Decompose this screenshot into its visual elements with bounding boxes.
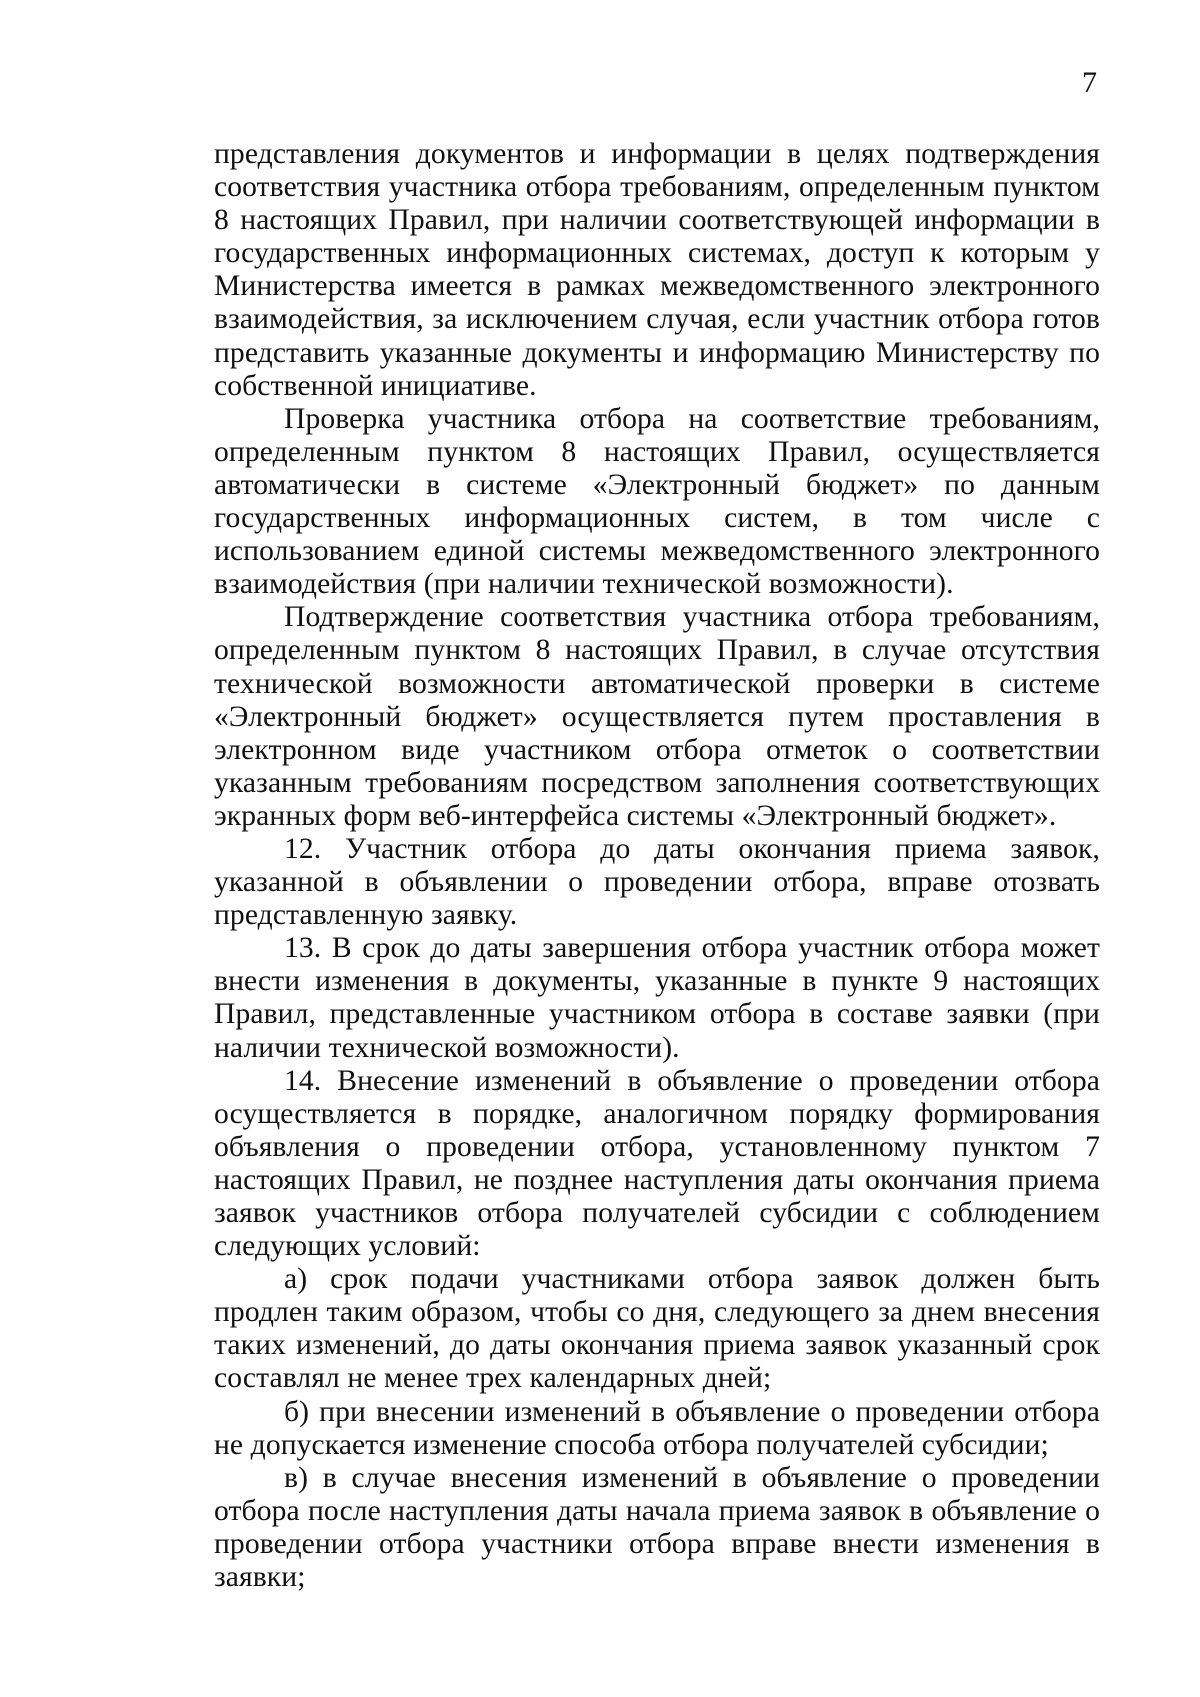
paragraph-subitem-v: в) в случае внесения изменений в объявление о проведении отбора после наступления даты начала приема заявок в объявление о проведении отбора участники отбора вправе внести изменения в заявки; [214, 1461, 1100, 1594]
page-number: 7 [1082, 66, 1097, 99]
paragraph-subitem-b: б) при внесении изменений в объявление о проведении отбора не допускается изменение способа отбора получателей субсидии; [214, 1395, 1100, 1461]
paragraph-item-14: 14. Внесение изменений в объявление о проведении отбора осуществляется в порядке, аналогичном порядку формирования объявления о проведении отбора, установленному пунктом 7 настоящих Правил, не позднее наступления даты окончания приема заявок участников отбора получателей субсидии с соблюдением следующих условий: [214, 1064, 1100, 1263]
document-body [214, 138, 1100, 1594]
paragraph-confirmation: Подтверждение соответствия участника отбора требованиям, определенным пунктом 8 настоящих Правил, в случае отсутствия технической возможности автоматической проверки в системе «Электронный бюджет» осуществляется путем проставления в электронном виде участником отбора отметок о соответствии указанным требованиям посредством заполнения соответствующих экранных форм веб-интерфейса системы «Электронный бюджет». [214, 601, 1100, 832]
paragraph-item-12: 12. Участник отбора до даты окончания приема заявок, указанной в объявлении о проведении отбора, вправе отозвать представленную заявку. [214, 832, 1100, 932]
paragraph-verification: Проверка участника отбора на соответствие требованиям, определенным пунктом 8 настоящих Правил, осуществляется автоматически в системе «Электронный бюджет» по данным государственных информационных систем, в том числе с использованием единой системы межведомственного электронного взаимодействия (при наличии технической возможности). [214, 402, 1100, 601]
paragraph-item-13: 13. В срок до даты завершения отбора участник отбора может внести изменения в документы, указанные в пункте 9 настоящих Правил, представленные участником отбора в составе заявки (при наличии технической возможности). [214, 932, 1100, 1064]
paragraph-continuation: представления документов и информации в целях подтверждения соответствия участника отбора требованиям, определенным пунктом 8 настоящих Правил, при наличии соответствующей информации в государственных информационных системах, доступ к которым у Министерства имеется в рамках межведомственного электронного взаимодействия, за исключением случая, если участник отбора готов представить указанные документы и информацию Министерству по собственной инициативе. [214, 138, 1100, 402]
paragraph-subitem-a: а) срок подачи участниками отбора заявок должен быть продлен таким образом, чтобы со дня, следующего за днем внесения таких изменений, до даты окончания приема заявок указанный срок составлял не менее трех календарных дней; [214, 1263, 1100, 1395]
